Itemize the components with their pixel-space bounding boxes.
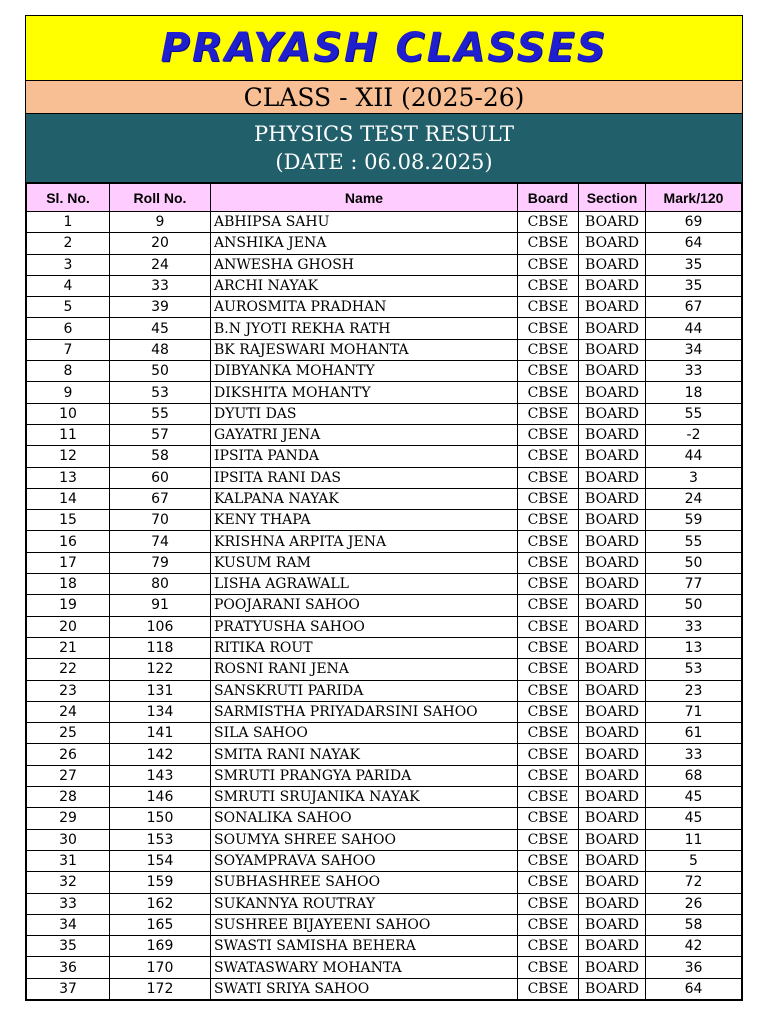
sl-no-cell: 32: [27, 872, 110, 893]
name-cell: KUSUM RAM: [211, 552, 518, 573]
name-cell: IPSITA PANDA: [211, 446, 518, 467]
name-cell: POOJARANI SAHOO: [211, 595, 518, 616]
board-cell: CBSE: [518, 275, 579, 296]
sl-no-cell: 11: [27, 424, 110, 445]
sl-no-cell: 13: [27, 467, 110, 488]
name-cell: SARMISTHA PRIYADARSINI SAHOO: [211, 701, 518, 722]
name-cell: SWASTI SAMISHA BEHERA: [211, 936, 518, 957]
section-cell: BOARD: [579, 765, 646, 786]
name-cell: PRATYUSHA SAHOO: [211, 616, 518, 637]
table-row: [27, 552, 742, 573]
table-row: [27, 488, 742, 509]
marks-cell: 69: [646, 212, 742, 233]
table-row: [27, 680, 742, 701]
sl-no-cell: 27: [27, 765, 110, 786]
board-cell: CBSE: [518, 659, 579, 680]
col-header-section: Section: [579, 184, 646, 212]
roll-no-cell: 55: [110, 403, 211, 424]
table-row: [27, 446, 742, 467]
name-cell: DIKSHITA MOHANTY: [211, 382, 518, 403]
table-row: [27, 914, 742, 935]
sl-no-cell: 12: [27, 446, 110, 467]
sl-no-cell: 21: [27, 637, 110, 658]
section-cell: BOARD: [579, 978, 646, 999]
table-row: [27, 574, 742, 595]
roll-no-cell: 172: [110, 978, 211, 999]
marks-cell: 77: [646, 574, 742, 595]
marks-cell: 55: [646, 531, 742, 552]
roll-no-cell: 58: [110, 446, 211, 467]
table-row: [27, 531, 742, 552]
board-cell: CBSE: [518, 233, 579, 254]
section-cell: BOARD: [579, 297, 646, 318]
table-body: [27, 212, 742, 1000]
marks-cell: 5: [646, 850, 742, 871]
name-cell: SILA SAHOO: [211, 723, 518, 744]
section-cell: BOARD: [579, 212, 646, 233]
board-cell: CBSE: [518, 318, 579, 339]
board-cell: CBSE: [518, 680, 579, 701]
sl-no-cell: 15: [27, 510, 110, 531]
table-row: [27, 637, 742, 658]
board-cell: CBSE: [518, 723, 579, 744]
name-cell: SWATI SRIYA SAHOO: [211, 978, 518, 999]
section-cell: BOARD: [579, 318, 646, 339]
section-cell: BOARD: [579, 467, 646, 488]
section-cell: BOARD: [579, 488, 646, 509]
table-row: [27, 872, 742, 893]
table-row: [27, 275, 742, 296]
section-cell: BOARD: [579, 659, 646, 680]
marks-cell: 53: [646, 659, 742, 680]
section-cell: BOARD: [579, 680, 646, 701]
roll-no-cell: 60: [110, 467, 211, 488]
roll-no-cell: 153: [110, 829, 211, 850]
sl-no-cell: 6: [27, 318, 110, 339]
sl-no-cell: 5: [27, 297, 110, 318]
roll-no-cell: 70: [110, 510, 211, 531]
table-row: [27, 850, 742, 871]
sl-no-cell: 24: [27, 701, 110, 722]
name-cell: BK RAJESWARI MOHANTA: [211, 339, 518, 360]
marks-cell: 35: [646, 254, 742, 275]
board-cell: CBSE: [518, 531, 579, 552]
marks-cell: 50: [646, 595, 742, 616]
marks-cell: 18: [646, 382, 742, 403]
roll-no-cell: 159: [110, 872, 211, 893]
roll-no-cell: 165: [110, 914, 211, 935]
marks-cell: 55: [646, 403, 742, 424]
section-cell: BOARD: [579, 744, 646, 765]
board-cell: CBSE: [518, 787, 579, 808]
name-cell: ROSNI RANI JENA: [211, 659, 518, 680]
roll-no-cell: 106: [110, 616, 211, 637]
name-cell: LISHA AGRAWALL: [211, 574, 518, 595]
sl-no-cell: 16: [27, 531, 110, 552]
section-cell: BOARD: [579, 382, 646, 403]
board-cell: CBSE: [518, 829, 579, 850]
name-cell: RITIKA ROUT: [211, 637, 518, 658]
board-cell: CBSE: [518, 808, 579, 829]
roll-no-cell: 91: [110, 595, 211, 616]
board-cell: CBSE: [518, 382, 579, 403]
roll-no-cell: 122: [110, 659, 211, 680]
result-table: [26, 183, 742, 1000]
marks-cell: 26: [646, 893, 742, 914]
board-cell: CBSE: [518, 446, 579, 467]
col-header-board: Board: [518, 184, 579, 212]
board-cell: CBSE: [518, 957, 579, 978]
section-cell: BOARD: [579, 723, 646, 744]
table-row: [27, 787, 742, 808]
section-cell: BOARD: [579, 850, 646, 871]
board-cell: CBSE: [518, 978, 579, 999]
board-cell: CBSE: [518, 637, 579, 658]
board-cell: CBSE: [518, 403, 579, 424]
table-row: [27, 616, 742, 637]
marks-cell: 45: [646, 787, 742, 808]
table-row: [27, 510, 742, 531]
table-row: [27, 659, 742, 680]
table-row: [27, 723, 742, 744]
section-cell: BOARD: [579, 616, 646, 637]
name-cell: SUBHASHREE SAHOO: [211, 872, 518, 893]
marks-cell: 11: [646, 829, 742, 850]
section-cell: BOARD: [579, 361, 646, 382]
table-row: [27, 233, 742, 254]
marks-cell: 34: [646, 339, 742, 360]
section-cell: BOARD: [579, 552, 646, 573]
roll-no-cell: 48: [110, 339, 211, 360]
name-cell: ANSHIKA JENA: [211, 233, 518, 254]
section-cell: BOARD: [579, 233, 646, 254]
sl-no-cell: 22: [27, 659, 110, 680]
board-cell: CBSE: [518, 850, 579, 871]
sl-no-cell: 9: [27, 382, 110, 403]
marks-cell: 50: [646, 552, 742, 573]
sl-no-cell: 23: [27, 680, 110, 701]
marks-cell: 45: [646, 808, 742, 829]
table-row: [27, 808, 742, 829]
name-cell: SMITA RANI NAYAK: [211, 744, 518, 765]
roll-no-cell: 57: [110, 424, 211, 445]
sl-no-cell: 20: [27, 616, 110, 637]
name-cell: KRISHNA ARPITA JENA: [211, 531, 518, 552]
sl-no-cell: 10: [27, 403, 110, 424]
section-cell: BOARD: [579, 936, 646, 957]
section-cell: BOARD: [579, 424, 646, 445]
marks-cell: 44: [646, 318, 742, 339]
sl-no-cell: 25: [27, 723, 110, 744]
marks-cell: 71: [646, 701, 742, 722]
table-row: [27, 424, 742, 445]
table-row: [27, 297, 742, 318]
board-cell: CBSE: [518, 488, 579, 509]
marks-cell: 61: [646, 723, 742, 744]
marks-cell: 35: [646, 275, 742, 296]
board-cell: CBSE: [518, 574, 579, 595]
name-cell: AUROSMITA PRADHAN: [211, 297, 518, 318]
name-cell: KENY THAPA: [211, 510, 518, 531]
section-cell: BOARD: [579, 595, 646, 616]
sl-no-cell: 14: [27, 488, 110, 509]
roll-no-cell: 118: [110, 637, 211, 658]
roll-no-cell: 146: [110, 787, 211, 808]
section-cell: BOARD: [579, 808, 646, 829]
name-cell: B.N JYOTI REKHA RATH: [211, 318, 518, 339]
section-cell: BOARD: [579, 893, 646, 914]
roll-no-cell: 24: [110, 254, 211, 275]
board-cell: CBSE: [518, 361, 579, 382]
board-cell: CBSE: [518, 893, 579, 914]
section-cell: BOARD: [579, 957, 646, 978]
marks-cell: 68: [646, 765, 742, 786]
table-row: [27, 957, 742, 978]
section-cell: BOARD: [579, 637, 646, 658]
name-cell: IPSITA RANI DAS: [211, 467, 518, 488]
name-cell: SOYAMPRAVA SAHOO: [211, 850, 518, 871]
roll-no-cell: 20: [110, 233, 211, 254]
institute-title: PRAYASH CLASSES: [26, 16, 742, 81]
col-header-roll-no: Roll No.: [110, 184, 211, 212]
roll-no-cell: 143: [110, 765, 211, 786]
roll-no-cell: 9: [110, 212, 211, 233]
table-row: [27, 339, 742, 360]
sl-no-cell: 7: [27, 339, 110, 360]
board-cell: CBSE: [518, 744, 579, 765]
marks-cell: 42: [646, 936, 742, 957]
sl-no-cell: 8: [27, 361, 110, 382]
sl-no-cell: 34: [27, 914, 110, 935]
roll-no-cell: 45: [110, 318, 211, 339]
name-cell: SANSKRUTI PARIDA: [211, 680, 518, 701]
table-row: [27, 829, 742, 850]
roll-no-cell: 33: [110, 275, 211, 296]
table-row: [27, 936, 742, 957]
section-cell: BOARD: [579, 254, 646, 275]
roll-no-cell: 142: [110, 744, 211, 765]
board-cell: CBSE: [518, 510, 579, 531]
sl-no-cell: 37: [27, 978, 110, 999]
test-banner: [26, 114, 742, 183]
roll-no-cell: 154: [110, 850, 211, 871]
roll-no-cell: 80: [110, 574, 211, 595]
name-cell: KALPANA NAYAK: [211, 488, 518, 509]
sl-no-cell: 30: [27, 829, 110, 850]
name-cell: ABHIPSA SAHU: [211, 212, 518, 233]
board-cell: CBSE: [518, 616, 579, 637]
marks-cell: 58: [646, 914, 742, 935]
col-header-sl-no: Sl. No.: [27, 184, 110, 212]
marks-cell: 3: [646, 467, 742, 488]
section-cell: BOARD: [579, 574, 646, 595]
roll-no-cell: 170: [110, 957, 211, 978]
sl-no-cell: 18: [27, 574, 110, 595]
sl-no-cell: 19: [27, 595, 110, 616]
name-cell: SMRUTI PRANGYA PARIDA: [211, 765, 518, 786]
marks-cell: 36: [646, 957, 742, 978]
board-cell: CBSE: [518, 765, 579, 786]
name-cell: DYUTI DAS: [211, 403, 518, 424]
name-cell: SWATASWARY MOHANTA: [211, 957, 518, 978]
marks-cell: 23: [646, 680, 742, 701]
section-cell: BOARD: [579, 403, 646, 424]
roll-no-cell: 169: [110, 936, 211, 957]
roll-no-cell: 79: [110, 552, 211, 573]
section-cell: BOARD: [579, 510, 646, 531]
col-header-name: Name: [211, 184, 518, 212]
name-cell: SOUMYA SHREE SAHOO: [211, 829, 518, 850]
section-cell: BOARD: [579, 275, 646, 296]
sl-no-cell: 33: [27, 893, 110, 914]
table-row: [27, 361, 742, 382]
board-cell: CBSE: [518, 424, 579, 445]
sl-no-cell: 29: [27, 808, 110, 829]
col-header-marks: Mark/120: [646, 184, 742, 212]
name-cell: SUSHREE BIJAYEENI SAHOO: [211, 914, 518, 935]
table-row: [27, 595, 742, 616]
board-cell: CBSE: [518, 552, 579, 573]
name-cell: DIBYANKA MOHANTY: [211, 361, 518, 382]
roll-no-cell: 134: [110, 701, 211, 722]
sl-no-cell: 35: [27, 936, 110, 957]
marks-cell: 24: [646, 488, 742, 509]
board-cell: CBSE: [518, 595, 579, 616]
sl-no-cell: 17: [27, 552, 110, 573]
marks-cell: 33: [646, 616, 742, 637]
name-cell: ANWESHA GHOSH: [211, 254, 518, 275]
roll-no-cell: 53: [110, 382, 211, 403]
marks-cell: 64: [646, 233, 742, 254]
table-row: [27, 765, 742, 786]
marks-cell: 72: [646, 872, 742, 893]
board-cell: CBSE: [518, 297, 579, 318]
section-cell: BOARD: [579, 701, 646, 722]
marks-cell: -2: [646, 424, 742, 445]
section-cell: BOARD: [579, 787, 646, 808]
marks-cell: 33: [646, 361, 742, 382]
roll-no-cell: 50: [110, 361, 211, 382]
board-cell: CBSE: [518, 936, 579, 957]
section-cell: BOARD: [579, 339, 646, 360]
sl-no-cell: 36: [27, 957, 110, 978]
section-cell: BOARD: [579, 914, 646, 935]
table-row: [27, 893, 742, 914]
sl-no-cell: 1: [27, 212, 110, 233]
name-cell: SMRUTI SRUJANIKA NAYAK: [211, 787, 518, 808]
roll-no-cell: 131: [110, 680, 211, 701]
table-row: [27, 744, 742, 765]
roll-no-cell: 150: [110, 808, 211, 829]
table-row: [27, 254, 742, 275]
marks-cell: 64: [646, 978, 742, 999]
section-cell: BOARD: [579, 872, 646, 893]
table-row: [27, 467, 742, 488]
table-header-row: [27, 184, 742, 212]
board-cell: CBSE: [518, 339, 579, 360]
roll-no-cell: 67: [110, 488, 211, 509]
table-row: [27, 403, 742, 424]
sl-no-cell: 26: [27, 744, 110, 765]
name-cell: SUKANNYA ROUTRAY: [211, 893, 518, 914]
table-row: [27, 978, 742, 999]
board-cell: CBSE: [518, 212, 579, 233]
name-cell: GAYATRI JENA: [211, 424, 518, 445]
test-title: PHYSICS TEST RESULT: [254, 122, 514, 146]
board-cell: CBSE: [518, 872, 579, 893]
sl-no-cell: 28: [27, 787, 110, 808]
board-cell: CBSE: [518, 467, 579, 488]
class-label: CLASS - XII (2025-26): [26, 81, 742, 114]
sl-no-cell: 4: [27, 275, 110, 296]
section-cell: BOARD: [579, 531, 646, 552]
marks-cell: 59: [646, 510, 742, 531]
roll-no-cell: 74: [110, 531, 211, 552]
marks-cell: 13: [646, 637, 742, 658]
board-cell: CBSE: [518, 914, 579, 935]
table-row: [27, 318, 742, 339]
sl-no-cell: 2: [27, 233, 110, 254]
roll-no-cell: 39: [110, 297, 211, 318]
section-cell: BOARD: [579, 446, 646, 467]
board-cell: CBSE: [518, 701, 579, 722]
sl-no-cell: 31: [27, 850, 110, 871]
sl-no-cell: 3: [27, 254, 110, 275]
marks-cell: 33: [646, 744, 742, 765]
roll-no-cell: 162: [110, 893, 211, 914]
test-date: (DATE : 06.08.2025): [275, 150, 493, 174]
table-row: [27, 212, 742, 233]
marks-cell: 44: [646, 446, 742, 467]
roll-no-cell: 141: [110, 723, 211, 744]
table-row: [27, 382, 742, 403]
name-cell: SONALIKA SAHOO: [211, 808, 518, 829]
result-sheet: [25, 15, 743, 1001]
marks-cell: 67: [646, 297, 742, 318]
board-cell: CBSE: [518, 254, 579, 275]
name-cell: ARCHI NAYAK: [211, 275, 518, 296]
section-cell: BOARD: [579, 829, 646, 850]
table-row: [27, 701, 742, 722]
